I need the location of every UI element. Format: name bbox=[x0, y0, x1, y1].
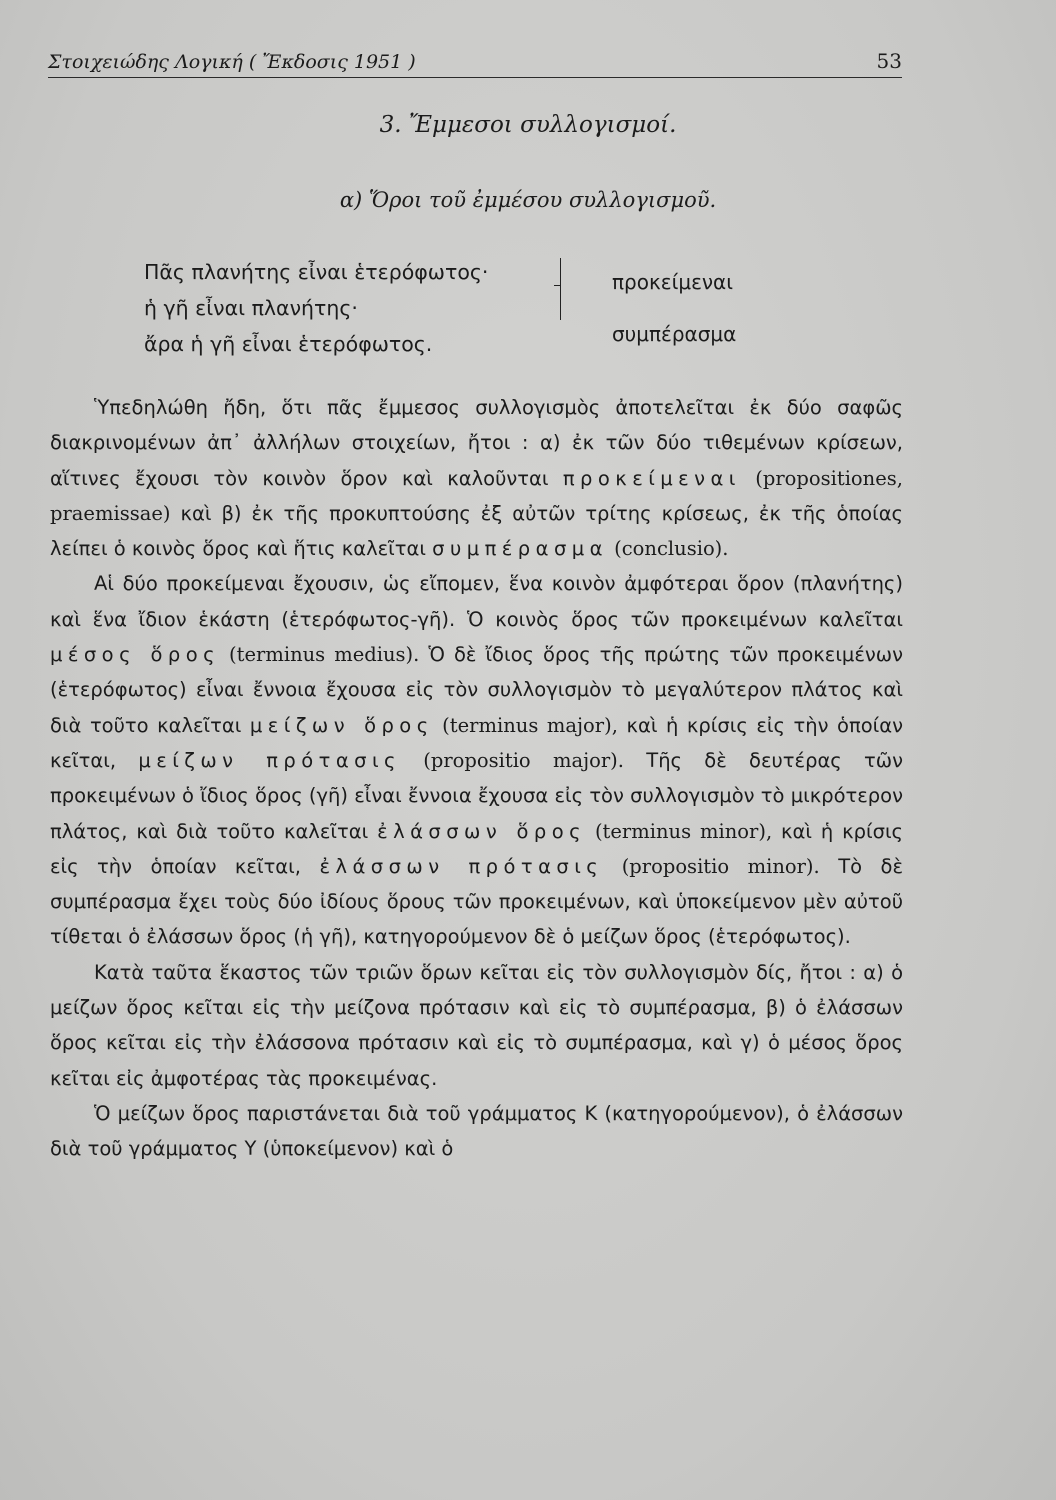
latin-term: (terminus major), bbox=[442, 713, 618, 737]
minor-premise: ἡ γῆ εἶναι πλανήτης· bbox=[144, 296, 358, 320]
spaced-term: συμπέρασμα bbox=[432, 537, 608, 561]
spaced-term: ἐλάσσων ὅρος bbox=[377, 819, 587, 843]
latin-term: (propositio major). bbox=[423, 748, 624, 772]
subsection-title: α) Ὅροι τοῦ ἐμμέσου συλλογισμοῦ. bbox=[339, 188, 717, 212]
spaced-term: μέσος ὅρος bbox=[50, 643, 220, 667]
spaced-term: προκείμεναι bbox=[562, 466, 741, 490]
major-premise: Πᾶς πλανήτης εἶναι ἑτερόφωτος· bbox=[144, 260, 489, 284]
section-title: 3. Ἔμμεσοι συλλογισμοί. bbox=[379, 112, 677, 138]
paragraph: Ὑπεδηλώθη ἤδη, ὅτι πᾶς ἔμμεσος συλλογισμὸς ἀποτελεῖται ἐκ δύο σαφῶς διακρινομένων ἀπ᾽ ἀλλήλων στοιχείων, ἤτοι : α) ἐκ τῶν δύο τιθεμένων κρίσεων, αἵτινες ἔχουσι τὸν κοινὸν ὅρον καὶ καλοῦνται προκείμεναι (propositiones, praemissae) καὶ β) ἐκ τῆς προκυπτούσης ἐξ αὐτῶν τρίτης κρίσεως, ἐκ τῆς ὁποίας λείπει ὁ κοινὸς ὅρος καὶ ἥτις καλεῖται συμπέρασμα (conclusio). bbox=[50, 396, 904, 561]
latin-term: (propositiones, praemissae) bbox=[50, 466, 903, 525]
conclusion-line: ἄρα ἡ γῆ εἶναι ἑτερόφωτος. bbox=[144, 332, 433, 356]
spaced-term: μείζων πρότασις bbox=[138, 748, 401, 772]
page-number: 53 bbox=[876, 49, 902, 73]
latin-term: (conclusio). bbox=[614, 537, 729, 561]
spaced-term: μείζων ὅρος bbox=[249, 713, 434, 737]
syllogism-example bbox=[144, 254, 488, 362]
running-title: Στοιχειώδης Λογική ( Ἔκδοσις 1951 ) bbox=[48, 51, 416, 73]
running-header bbox=[48, 45, 902, 78]
paragraph: Κατὰ ταῦτα ἕκαστος τῶν τριῶν ὅρων κεῖται εἰς τὸν συλλογισμὸν δίς, ἤτοι : α) ὁ μείζων ὅρος κεῖται εἰς τὴν μείζονα πρότασιν καὶ εἰς τὸ συμπέρασμα, β) ὁ ἐλάσσων ὅρος κεῖται εἰς τὴν ἐλάσσονα πρότασιν καὶ εἰς τὸ συμπέρασμα, καὶ γ) ὁ μέσος ὅρος κεῖται εἰς ἀμφοτέρας τὰς προκειμένας. bbox=[50, 960, 903, 1090]
conclusion-label: συμπέρασμα bbox=[612, 322, 737, 346]
spaced-term: ἐλάσσων πρότασις bbox=[319, 854, 604, 878]
paragraph: Αἱ δύο προκείμεναι ἔχουσιν, ὡς εἴπομεν, ἕνα κοινὸν ἀμφότεραι ὅρον (πλανήτης) καὶ ἕνα ἴδιον ἑκάστη (ἑτερόφωτος-γῆ). Ὁ κοινὸς ὅρος τῶν προκειμένων καλεῖται μέσος ὅρος (terminus medius). Ὁ δὲ ἴδιος ὅρος τῆς πρώτης τῶν προκειμένων (ἑτερόφωτος) εἶναι ἔννοια ἔχουσα εἰς τὸν συλλογισμὸν τὸ μεγαλύτερον πλάτος καὶ διὰ τοῦτο καλεῖται μείζων ὅρος (terminus major), καὶ ἡ κρίσις εἰς τὴν ὁποίαν κεῖται, μείζων πρότασις (propositio major). Τῆς δὲ δευτέρας τῶν προκειμένων ὁ ἴδιος ὅρος (γῆ) εἶναι ἔννοια ἔχουσα εἰς τὸν συλλογισμὸν τὸ μικρότερον πλάτος, καὶ διὰ τοῦτο καλεῖται ἐλάσσων ὅρος (terminus minor), καὶ ἡ κρίσις εἰς τὴν ὁποίαν κεῖται, ἐλάσσων πρότασις (propositio minor). Τὸ δὲ συμπέρασμα ἔχει τοὺς δύο ἰδίους ὅρους τῶν προκειμένων, καὶ ὑποκείμενον μὲν αὐτοῦ τίθεται ὁ ἐλάσσων ὅρος (ἡ γῆ), κατηγορούμενον δὲ ὁ μείζων ὅρος (ἑτερόφωτος). bbox=[50, 572, 904, 949]
paragraph: Ὁ μείζων ὅρος παριστάνεται διὰ τοῦ γράμματος Κ (κατηγορούμενον), ὁ ἐλάσσων διὰ τοῦ γράμματος Υ (ὑποκείμενον) καὶ ὁ bbox=[50, 1101, 903, 1161]
latin-term: (terminus minor), bbox=[594, 819, 773, 843]
premises-brace bbox=[560, 258, 571, 320]
premises-label: προκείμεναι bbox=[612, 270, 733, 294]
latin-term: (terminus medius). bbox=[229, 643, 420, 667]
latin-term: (propositio minor). bbox=[621, 854, 820, 878]
body-text bbox=[50, 390, 903, 1167]
